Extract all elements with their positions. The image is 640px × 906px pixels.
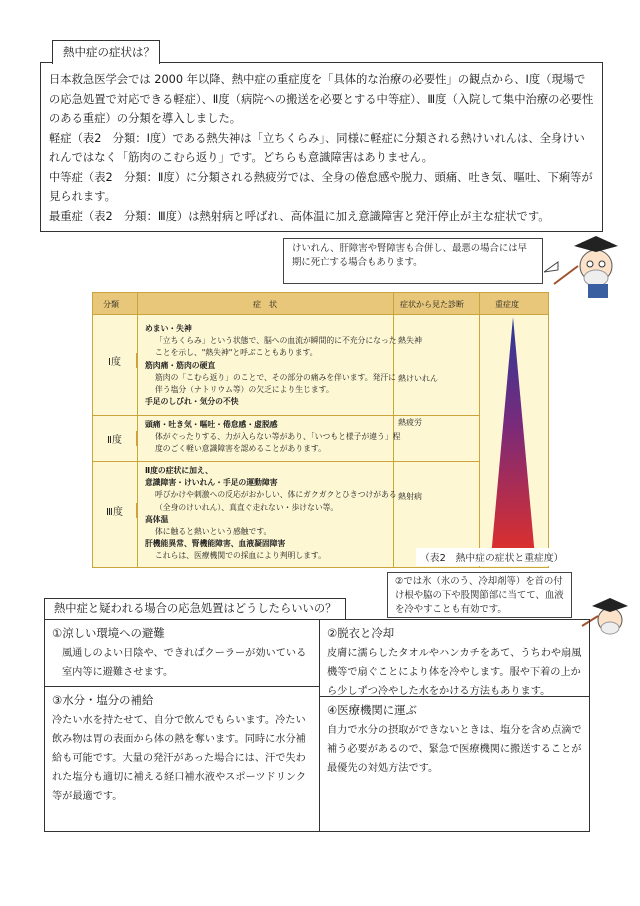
severity-gradient-triangle: [481, 317, 545, 557]
header-class: 分類: [103, 300, 119, 309]
symptom-detail: 筋肉の「こむら返り」のことで、その部分の痛みを伴います。発汗に伴う塩分（ナトリウム等）の欠乏により生じます。: [155, 372, 396, 395]
table-caption: （表2 熱中症の症状と重症度）: [416, 548, 594, 566]
first-aid-body: 冷たい水を持たせて、自分で飲んでもらいます。冷たい飲み物は胃の表面から体の熱を奪います。同時に水分補給も可能です。大量の発汗があった場合には、汗で失われた塩分も適切に補える経口補水液やスポーツドリンク等が最適です。: [52, 715, 307, 802]
divider: [93, 415, 479, 416]
diagnosis-heat-syncope: 熱失神: [398, 336, 422, 345]
first-aid-2: [320, 620, 590, 705]
speech-bubble-1: けいれん、肝障害や腎障害も合併し、最悪の場合には早期に死亡する場合もあります。: [283, 238, 543, 284]
class-2: Ⅱ度: [93, 431, 137, 446]
symptoms-class-2: [145, 419, 403, 456]
first-aid-body: 皮膚に濡らしたタオルやハンカチをあて、うちわや扇風機等で扇ぐことにより体を冷やします。服や下着の上から少しずつ冷やした水をかける方法もあります。: [327, 648, 582, 697]
first-aid-title: ③水分・塩分の補給: [52, 693, 154, 707]
first-aid-1: [45, 620, 319, 686]
first-aid-3: [45, 687, 319, 810]
first-aid-title: ②脱衣と冷却: [327, 626, 395, 640]
diagnosis-heat-exhaustion: 熱疲労: [398, 418, 422, 427]
header-severity: 重症度: [495, 300, 519, 309]
symptoms-intro-box: [40, 62, 603, 232]
symptom-heading: 手足のしびれ・気分の不快: [145, 397, 239, 407]
professor-icon: [544, 232, 624, 298]
symptom-detail: これらは、医療機関での採血により判明します。: [155, 551, 326, 561]
first-aid-title: ④医療機関に運ぶ: [327, 703, 417, 717]
moderate-paragraph: 中等症（表2 分類：Ⅱ度）に分類される熱疲労では、全身の倦怠感や脱力、頭痛、吐き気、嘔吐、下痢等が見られます。: [49, 170, 593, 203]
symptom-detail: 体に触ると熱いという感触です。: [155, 527, 272, 537]
divider: [137, 293, 138, 567]
symptom-heading: 高体温: [145, 514, 169, 524]
diagnosis-heat-stroke: 熱射病: [398, 492, 422, 501]
symptoms-class-1: [145, 323, 403, 408]
first-aid-body: 自力で水分の摂取ができないときは、塩分を含め点滴で補う必要があるので、緊急で医療機関に搬送することが最優先の対処方法です。: [327, 725, 582, 774]
symptoms-class-3: [145, 465, 403, 563]
first-aid-title: ①涼しい環境への避難: [52, 626, 165, 640]
symptom-detail: 呼びかけや刺激への反応がおかしい、体にガクガクとひきつけがある（全身のけいれん）、真直ぐ走れない・歩けない等。: [155, 490, 397, 512]
header-diagnosis: 症状から見た診断: [400, 300, 464, 309]
intro-paragraph: 日本救急医学会では 2000 年以降、熱中症の重症度を「具体的な治療の必要性」の観点から、Ⅰ度（現場での応急処置で対応できる軽症）、Ⅱ度（病院への搬送を必要とする中等症）、Ⅲ度（入院して集中治療の必要性のある重症）の分類を導入しました。: [49, 73, 594, 125]
symptom-heading: 筋肉痛・筋肉の硬直: [145, 360, 216, 370]
symptom-heading: めまい・失神: [145, 324, 192, 333]
divider: [479, 293, 480, 567]
divider: [93, 461, 479, 462]
diagnosis-heat-cramps: 熱けいれん: [398, 374, 438, 383]
symptom-heading: 意識障害・けいれん・手足の運動障害: [145, 478, 278, 488]
section1-title: 熱中症の症状は？: [52, 40, 160, 64]
first-aid-4: [320, 697, 590, 782]
symptom-heading: 肝機能異常、腎機能障害、血液凝固障害: [145, 539, 286, 549]
symptom-detail: 「立ちくらみ」という状態で、脳への血流が瞬間的に不充分になったことを示し、"熱失神"と呼ぶこともあります。: [155, 336, 397, 358]
first-aid-grid: [44, 619, 590, 832]
symptom-detail: 体がぐったりする、力が入らない等があり、「いつもと様子が違う」程度のごく軽い意識障害を認めることがあります。: [155, 432, 401, 454]
mild-paragraph: 軽症（表2 分類：Ⅰ度）である熱失神は「立ちくらみ」、同様に軽症に分類される熱けいれんは、全身けいれんではなく「筋肉のこむら返り」です。どちらも意識障害はありません。: [49, 131, 585, 164]
section2-title: 熱中症と疑われる場合の応急処置はどうしたらいいの？: [44, 598, 346, 620]
header-symptoms: 症 状: [253, 300, 277, 309]
symptom-heading: Ⅱ度の症状に加え、: [145, 466, 213, 475]
symptom-heading: 頭痛・吐き気・嘔吐・倦怠感・虚脱感: [145, 420, 278, 429]
speech-bubble-2: ②では氷（氷のう、冷却剤等）を首の付け根や脇の下や股関節部に当てて、血液を冷やすことも有効です。: [387, 572, 572, 618]
symptoms-table: [92, 292, 549, 568]
class-3: Ⅲ度: [93, 503, 137, 518]
severe-paragraph: 最重症（表2 分類：Ⅲ度）は熱射病と呼ばれ、高体温に加え意識障害と発汗停止が主な症状です。: [49, 209, 550, 223]
class-1: Ⅰ度: [93, 353, 137, 368]
first-aid-body: 風通しのよい日陰や、できればクーラーが効いている室内等に避難させます。: [62, 648, 307, 678]
